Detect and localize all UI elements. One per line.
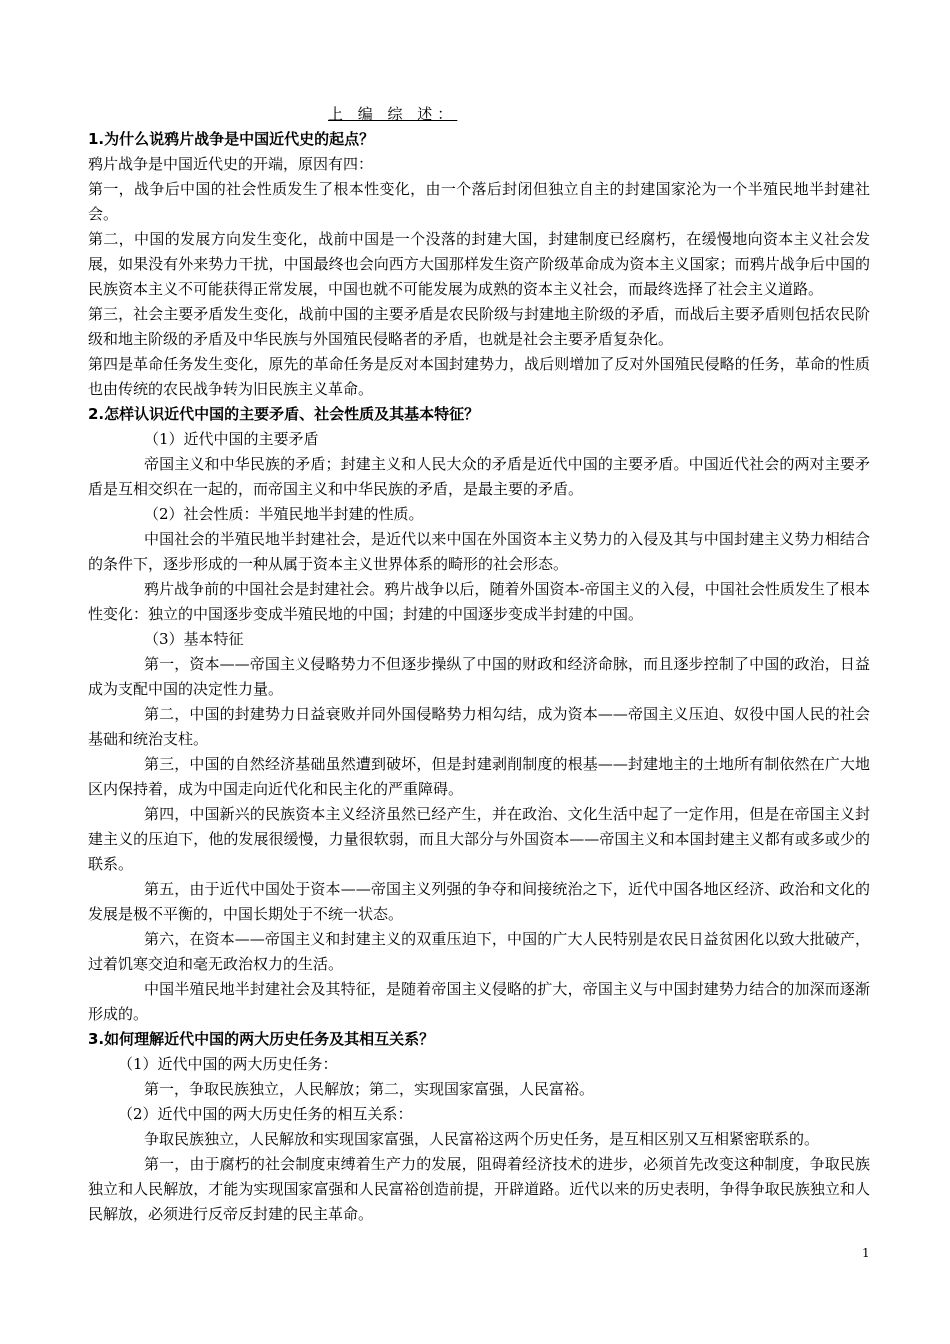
question-2-subheading-2: （2）社会性质：半殖民地半封建的性质。 bbox=[144, 505, 424, 523]
feature-2: 第二，中国的封建势力日益衰败并同外国侵略势力相勾结，成为资本——帝国主义压迫、奴役中国人民的社会基础和统治支柱。 bbox=[88, 705, 870, 748]
question-2-paragraph: 鸦片战争前的中国社会是封建社会。鸦片战争以后，随着外国资本-帝国主义的入侵，中国社会性质发生了根本性变化：独立的中国逐步变成半殖民地的中国；封建的中国逐步变成半封建的中国。 bbox=[88, 580, 870, 623]
question-2-subheading-3: （3）基本特征 bbox=[144, 630, 244, 648]
question-3-heading: 3.如何理解近代中国的两大历史任务及其相互关系？ bbox=[88, 1030, 435, 1048]
question-3-paragraph: 第一，争取民族独立，人民解放；第二，实现国家富强，人民富裕。 bbox=[144, 1080, 595, 1098]
question-1-intro: 鸦片战争是中国近代史的开端，原因有四： bbox=[88, 155, 374, 173]
feature-5: 第五，由于近代中国处于资本——帝国主义列强的争夺和间接统治之下，近代中国各地区经济、政治和文化的发展是极不平衡的，中国长期处于不统一状态。 bbox=[88, 880, 870, 923]
question-3-subheading-1: （1）近代中国的两大历史任务： bbox=[118, 1055, 338, 1073]
question-2-paragraph: 中国社会的半殖民地半封建社会，是近代以来中国在外国资本主义势力的入侵及其与中国封建主义势力相结合的条件下，逐步形成的一种从属于资本主义世界体系的畸形的社会形态。 bbox=[88, 530, 870, 573]
question-1-point-2: 第二，中国的发展方向发生变化，战前中国是一个没落的封建大国，封建制度已经腐朽，在缓慢地向资本主义社会发展，如果没有外来势力干扰，中国最终也会向西方大国那样发生资产阶级革命成为资本主义国家；而鸦片战争后中国的民族资本主义不可能获得正常发展，中国也就不可能发展为成熟的资本主义社会，而最终选择了社会主义道路。 bbox=[88, 230, 870, 298]
question-1-point-1: 第一，战争后中国的社会性质发生了根本性变化，由一个落后封闭但独立自主的封建国家沦为一个半殖民地半封建社会。 bbox=[88, 180, 870, 223]
feature-4: 第四，中国新兴的民族资本主义经济虽然已经产生，并在政治、文化生活中起了一定作用，但是在帝国主义封建主义的压迫下，他的发展很缓慢，力量很软弱，而且大部分与外国资本——帝国主义和本国封建主义都有或多或少的联系。 bbox=[88, 805, 870, 873]
question-3-paragraph: 第一，由于腐朽的社会制度束缚着生产力的发展，阻碍着经济技术的进步，必须首先改变这种制度，争取民族独立和人民解放，才能为实现国家富强和人民富裕创造前提，开辟道路。近代以来的历史表明，争得争取民族独立和人民解放，必须进行反帝反封建的民主革命。 bbox=[88, 1155, 870, 1223]
question-3-subheading-2: （2）近代中国的两大历史任务的相互关系： bbox=[118, 1105, 413, 1123]
question-3-paragraph: 争取民族独立，人民解放和实现国家富强，人民富裕这两个历史任务，是互相区别又互相紧密联系的。 bbox=[144, 1130, 820, 1148]
question-2-heading: 2.怎样认识近代中国的主要矛盾、社会性质及其基本特征？ bbox=[88, 405, 480, 423]
question-2-paragraph: 帝国主义和中华民族的矛盾；封建主义和人民大众的矛盾是近代中国的主要矛盾。中国近代社会的两对主要矛盾是互相交织在一起的，而帝国主义和中华民族的矛盾，是最主要的矛盾。 bbox=[88, 455, 870, 498]
feature-6: 第六，在资本——帝国主义和封建主义的双重压迫下，中国的广大人民特别是农民日益贫困化以致大批破产，过着饥寒交迫和毫无政治权力的生活。 bbox=[88, 930, 870, 973]
question-1-heading: 1.为什么说鸦片战争是中国近代史的起点？ bbox=[88, 130, 375, 148]
question-2-summary: 中国半殖民地半封建社会及其特征，是随着帝国主义侵略的扩大，帝国主义与中国封建势力结合的加深而逐渐形成的。 bbox=[88, 980, 870, 1023]
question-1-point-4: 第四是革命任务发生变化，原先的革命任务是反对本国封建势力，战后则增加了反对外国殖民侵略的任务，革命的性质也由传统的农民战争转为旧民族主义革命。 bbox=[88, 355, 870, 398]
feature-3: 第三，中国的自然经济基础虽然遭到破坏，但是封建剥削制度的根基——封建地主的土地所有制依然在广大地区内保持着，成为中国走向近代化和民主化的严重障碍。 bbox=[88, 755, 870, 798]
page-number: 1 bbox=[862, 1246, 870, 1260]
question-2-subheading-1: （1）近代中国的主要矛盾 bbox=[144, 430, 319, 448]
page-title: 上 编 综 述： bbox=[328, 105, 458, 123]
feature-1: 第一，资本——帝国主义侵略势力不但逐步操纵了中国的财政和经济命脉，而且逐步控制了中国的政治，日益成为支配中国的决定性力量。 bbox=[88, 655, 870, 698]
page-content bbox=[88, 102, 870, 1227]
question-1-point-3: 第三，社会主要矛盾发生变化，战前中国的主要矛盾是农民阶级与封建地主阶级的矛盾，而战后主要矛盾则包括农民阶级和地主阶级的矛盾及中华民族与外国殖民侵略者的矛盾，也就是社会主要矛盾复杂化。 bbox=[88, 305, 870, 348]
